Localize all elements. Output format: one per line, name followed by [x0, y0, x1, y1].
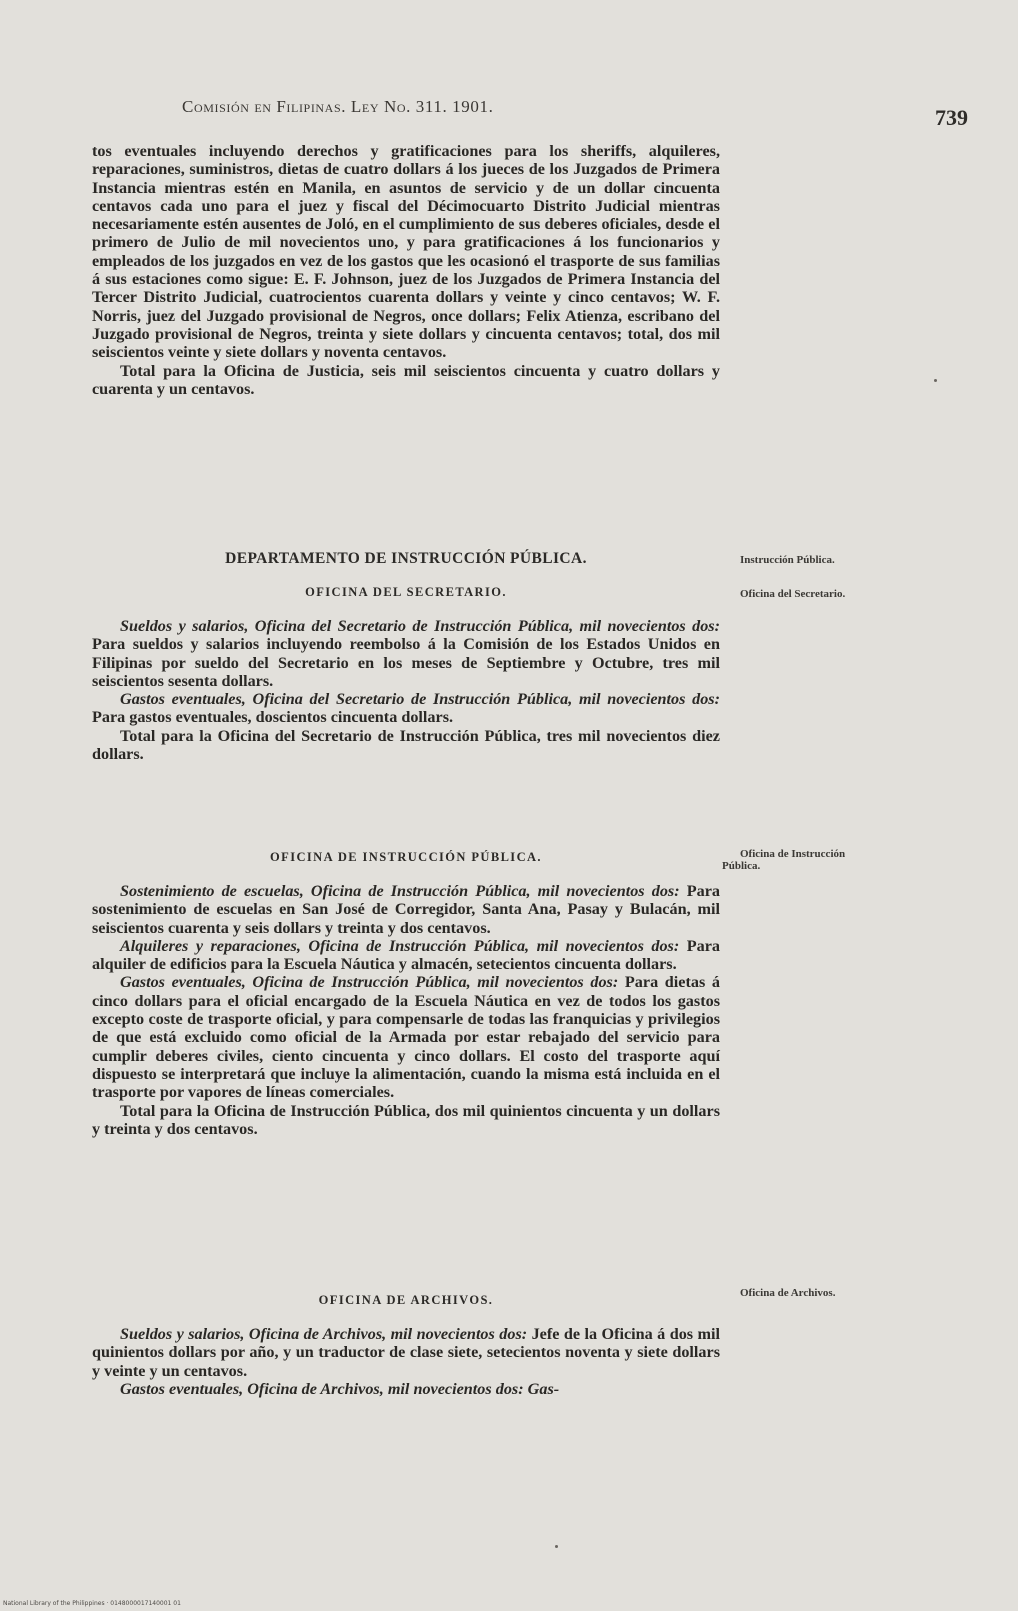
- sec-gastos-body: Para gastos eventuales, doscientos cincuenta dollars.: [92, 708, 454, 727]
- page-number: 739: [935, 105, 968, 130]
- ins-gastos-lead: Gastos eventuales, Oficina de Instrucción Pública, mil novecientos dos:: [120, 973, 619, 992]
- arc-sueldos-lead: Sueldos y salarios, Oficina de Archivos, mil novecientos dos:: [120, 1325, 528, 1343]
- continuation-paragraph: tos eventuales incluyendo derechos y gratificaciones para los sheriffs, alquileres, reparaciones, suministros, dietas de cuatro dollars á los jueces de los Juzgados de Primera Instancia mientras estén en Manila, en asuntos de servicio y de un dollar cincuenta centavos cada uno para el juez y fiscal del Décimocuarto Distrito Judicial mientras necesariamente estén ausentes de Joló, en el cumplimiento de sus deberes oficiales, desde el primero de Julio de mil novecientos uno, y para gratificaciones á los funcionarios y empleados de los juzgados en vez de los gastos que les ocasionó el trasporte de sus familias á sus estaciones como sigue: E. F. Johnson, juez de los Juzgados de Primera Instancia del Tercer Distrito Judicial, cuatrocientos cuarenta dollars y veinte y cinco centavos; W. F. Norris, juez del Juzgado provisional de Negros, once dollars; Felix Atienza, escribano del Juzgado provisional de Negros, treinta y siete dollars y cincuenta centavos; total, dos mil seiscientos veinte y siete dollars y noventa centavos.: [92, 142, 720, 362]
- sec-gastos-paragraph: [92, 690, 720, 727]
- arc-sueldos-paragraph: [92, 1325, 720, 1380]
- arc-gastos-lead: Gastos eventuales, Oficina de Archivos, mil novecientos dos: Gas-: [120, 1379, 560, 1398]
- margin-note-oficina-secretario: Oficina del Secretario.: [740, 588, 846, 600]
- ins-alquileres-paragraph: [92, 937, 720, 974]
- ins-alquileres-body: Para alquiler de edificios para la Escuela Náutica y almacén, setecientos cincuenta dollars.: [92, 936, 720, 974]
- margin-note-instruccion-publica: Instrucción Pública.: [740, 554, 835, 566]
- margin-note-oficina-instruccion: Oficina de Instrucción Pública.: [722, 848, 846, 872]
- instruccion-section: [92, 882, 720, 1138]
- margin-note-oficina-archivos: Oficina de Archivos.: [740, 1287, 836, 1299]
- continuation-text: [92, 142, 720, 398]
- secretario-section: [92, 617, 720, 763]
- scan-credit: National Library of the Philippines · 0148000017140001 01: [3, 1600, 181, 1607]
- department-heading: DEPARTAMENTO DE INSTRUCCIÓN PÚBLICA.: [225, 550, 587, 567]
- ins-sostenimiento-paragraph: [92, 882, 720, 937]
- sec-sueldos-body: Para sueldos y salarios incluyendo reembolso á la Comisión de los Estados Unidos en Filipinas por sueldo del Secretario en los meses de Septiembre y Octubre, tres mil seiscientos sesenta dollars.: [92, 635, 720, 690]
- scan-speck: [555, 1545, 558, 1548]
- scan-speck: [934, 379, 937, 382]
- section-heading-archivos: OFICINA DE ARCHIVOS.: [318, 1293, 494, 1307]
- sec-sueldos-paragraph: [92, 617, 720, 690]
- ins-total: Total para la Oficina de Instrucción Pública, dos mil quinientos cincuenta y un dollars y treinta y dos centavos.: [92, 1101, 720, 1138]
- ins-alquileres-lead: Alquileres y reparaciones, Oficina de Instrucción Pública, mil novecientos dos:: [120, 936, 680, 955]
- archivos-section: [92, 1325, 720, 1398]
- ins-gastos-body: Para dietas á cinco dollars para el oficial encargado de la Escuela Náutica en vez de todos los gastos excepto coste de trasporte oficial, y para compensarle de todas las franquicias y privilegios de que está excluido como oficial de la Armada por estar rebajado del servicio para cumplir deberes civiles, ciento cincuenta y cinco dollars. El costo del trasporte aquí dispuesto se interpretará que incluye la alimentación, cuando la misma está incluida en el trasporte por vapores de líneas comerciales.: [92, 973, 721, 1102]
- running-head: Comisión en Filipinas. Ley No. 311. 1901.: [182, 97, 494, 116]
- sec-sueldos-lead: Sueldos y salarios, Oficina del Secretario de Instrucción Pública, mil novecientos dos:: [120, 617, 720, 635]
- sec-gastos-lead: Gastos eventuales, Oficina del Secretario de Instrucción Pública, mil novecientos dos:: [120, 690, 720, 709]
- section-heading-secretario: OFICINA DEL SECRETARIO.: [305, 585, 507, 599]
- justicia-total: Total para la Oficina de Justicia, seis mil seiscientos cincuenta y cuatro dollars y cuarenta y un centavos.: [92, 361, 720, 398]
- sec-total: Total para la Oficina del Secretario de Instrucción Pública, tres mil novecientos diez dollars.: [92, 726, 720, 764]
- ins-sostenimiento-body: Para sostenimiento de escuelas en San José de Corregidor, Santa Ana, Pasay y Bulacán, mil seiscientos cuarenta y seis dollars y treinta y dos centavos.: [92, 882, 721, 937]
- section-heading-instruccion: OFICINA DE INSTRUCCIÓN PÚBLICA.: [270, 850, 542, 864]
- ins-sostenimiento-lead: Sostenimiento de escuelas, Oficina de Instrucción Pública, mil novecientos dos:: [120, 882, 680, 900]
- arc-sueldos-body: Jefe de la Oficina á dos mil quinientos dollars por año, y un traductor de clase siete, setecientos noventa y siete dollars y veinte y un centavos.: [92, 1325, 720, 1380]
- ins-gastos-paragraph: [92, 973, 720, 1101]
